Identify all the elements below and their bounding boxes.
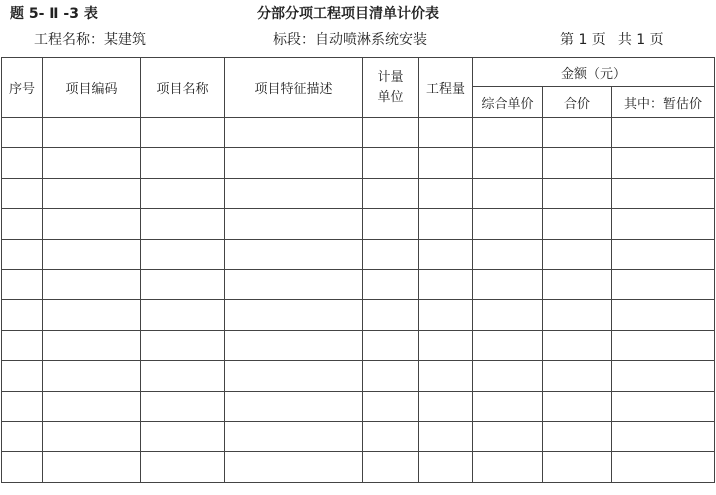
cell-provisional — [612, 239, 715, 269]
cell-name — [141, 391, 225, 421]
document-title: 分部分项工程项目清单计价表 — [257, 6, 439, 22]
cell-total-price — [543, 421, 612, 451]
cell-quantity — [419, 421, 473, 451]
cell-code — [43, 148, 141, 178]
project-name-label: 工程名称：某建筑 — [34, 32, 146, 48]
cell-index — [2, 391, 43, 421]
cell-unit-price — [473, 421, 543, 451]
cell-name — [141, 300, 225, 330]
cell-unit — [363, 178, 419, 208]
table-row — [2, 148, 715, 178]
cell-code — [43, 269, 141, 299]
cell-unit-price — [473, 300, 543, 330]
cell-code — [43, 421, 141, 451]
cell-unit-price — [473, 361, 543, 391]
cell-code — [43, 330, 141, 360]
cell-index — [2, 269, 43, 299]
cell-features — [225, 209, 363, 239]
cell-quantity — [419, 209, 473, 239]
cell-unit — [363, 269, 419, 299]
cell-provisional — [612, 178, 715, 208]
col-header-unit-line1: 计量 — [377, 69, 404, 85]
cell-features — [225, 421, 363, 451]
cell-code — [43, 239, 141, 269]
cell-index — [2, 330, 43, 360]
cell-unit — [363, 330, 419, 360]
cell-quantity — [419, 269, 473, 299]
cell-name — [141, 269, 225, 299]
cell-unit-price — [473, 330, 543, 360]
table-row — [2, 209, 715, 239]
cell-index — [2, 178, 43, 208]
col-header-features: 项目特征描述 — [225, 58, 363, 118]
table-row — [2, 269, 715, 299]
cell-unit — [363, 118, 419, 148]
cell-features — [225, 178, 363, 208]
cell-quantity — [419, 300, 473, 330]
cell-total-price — [543, 330, 612, 360]
cell-total-price — [543, 391, 612, 421]
cell-name — [141, 178, 225, 208]
cell-name — [141, 452, 225, 482]
table-number-label: 题 5- Ⅱ -3 表 — [10, 6, 98, 22]
col-header-unit-price: 综合单价 — [473, 87, 543, 118]
cell-total-price — [543, 269, 612, 299]
cell-provisional — [612, 269, 715, 299]
cell-code — [43, 391, 141, 421]
table-body — [2, 118, 715, 483]
cell-total-price — [543, 300, 612, 330]
cell-index — [2, 209, 43, 239]
section-label: 标段：自动喷淋系统安装 — [273, 32, 427, 48]
col-header-total-price: 合价 — [543, 87, 612, 118]
col-header-unit-line2: 单位 — [377, 89, 404, 105]
col-header-provisional: 其中：暂估价 — [612, 87, 715, 118]
cell-unit-price — [473, 391, 543, 421]
col-header-amount-group: 金额（元） — [473, 58, 715, 87]
table-row — [2, 361, 715, 391]
col-header-quantity: 工程量 — [419, 58, 473, 118]
cell-code — [43, 209, 141, 239]
table-row — [2, 391, 715, 421]
cell-unit — [363, 148, 419, 178]
cell-code — [43, 300, 141, 330]
cell-features — [225, 269, 363, 299]
page-current: 第 1 页 — [560, 32, 606, 48]
cell-unit-price — [473, 452, 543, 482]
cell-features — [225, 148, 363, 178]
cell-code — [43, 178, 141, 208]
cell-unit-price — [473, 178, 543, 208]
table-row — [2, 452, 715, 482]
cell-provisional — [612, 300, 715, 330]
cell-name — [141, 118, 225, 148]
cell-index — [2, 118, 43, 148]
cell-provisional — [612, 118, 715, 148]
cell-features — [225, 239, 363, 269]
cell-name — [141, 330, 225, 360]
cell-unit — [363, 300, 419, 330]
cell-features — [225, 300, 363, 330]
table-row — [2, 118, 715, 148]
cell-total-price — [543, 361, 612, 391]
cell-name — [141, 361, 225, 391]
cell-provisional — [612, 209, 715, 239]
cell-total-price — [543, 239, 612, 269]
cell-quantity — [419, 361, 473, 391]
cell-name — [141, 148, 225, 178]
cell-code — [43, 118, 141, 148]
cell-provisional — [612, 421, 715, 451]
col-header-code: 项目编码 — [43, 58, 141, 118]
cell-features — [225, 452, 363, 482]
cell-quantity — [419, 391, 473, 421]
cell-total-price — [543, 452, 612, 482]
cell-unit — [363, 209, 419, 239]
cell-index — [2, 148, 43, 178]
cell-index — [2, 452, 43, 482]
cell-unit-price — [473, 148, 543, 178]
cell-unit — [363, 361, 419, 391]
cell-quantity — [419, 239, 473, 269]
cell-unit-price — [473, 209, 543, 239]
cell-unit-price — [473, 269, 543, 299]
cell-unit — [363, 452, 419, 482]
cell-total-price — [543, 118, 612, 148]
cell-unit-price — [473, 239, 543, 269]
cell-name — [141, 239, 225, 269]
table-row — [2, 421, 715, 451]
cell-name — [141, 421, 225, 451]
page-total: 共 1 页 — [617, 32, 664, 48]
cell-total-price — [543, 178, 612, 208]
cell-quantity — [419, 452, 473, 482]
cell-total-price — [543, 148, 612, 178]
table-row — [2, 330, 715, 360]
col-header-unit — [363, 58, 419, 118]
cell-features — [225, 391, 363, 421]
table-row — [2, 178, 715, 208]
cell-quantity — [419, 148, 473, 178]
cell-provisional — [612, 148, 715, 178]
cell-unit — [363, 391, 419, 421]
cell-provisional — [612, 452, 715, 482]
cell-unit — [363, 421, 419, 451]
page-info — [560, 33, 664, 47]
cell-index — [2, 421, 43, 451]
cell-quantity — [419, 178, 473, 208]
cell-quantity — [419, 330, 473, 360]
col-header-name: 项目名称 — [141, 58, 225, 118]
cell-index — [2, 361, 43, 391]
bill-of-quantities-table — [1, 57, 715, 483]
cell-index — [2, 239, 43, 269]
cell-provisional — [612, 330, 715, 360]
cell-provisional — [612, 361, 715, 391]
cell-name — [141, 209, 225, 239]
cell-unit-price — [473, 118, 543, 148]
col-header-index: 序号 — [2, 58, 43, 118]
cell-features — [225, 330, 363, 360]
cell-total-price — [543, 209, 612, 239]
cell-unit — [363, 239, 419, 269]
cell-features — [225, 118, 363, 148]
cell-index — [2, 300, 43, 330]
cell-quantity — [419, 118, 473, 148]
cell-features — [225, 361, 363, 391]
cell-code — [43, 452, 141, 482]
table-row — [2, 300, 715, 330]
cell-provisional — [612, 391, 715, 421]
table-row — [2, 239, 715, 269]
cell-code — [43, 361, 141, 391]
